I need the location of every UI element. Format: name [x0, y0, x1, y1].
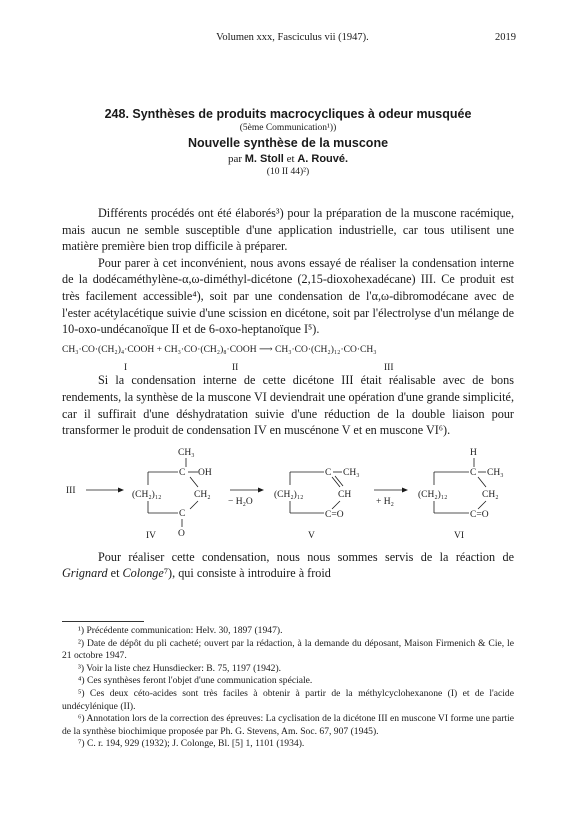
footnote-1: ¹) Précédente communication: Helv. 30, 1897 (1947).: [78, 625, 283, 636]
communication-note: (5ème Communication¹)): [239, 123, 337, 133]
v-ch: CH: [338, 489, 352, 500]
label-III: III: [384, 363, 394, 374]
v-ch3: CH₃: [343, 467, 360, 478]
iv-o: O: [178, 528, 185, 539]
p4-name-colonge: Colonge: [122, 566, 164, 581]
arrow-1-head: [118, 487, 124, 492]
vi-bond-ch2-bottom: [478, 501, 486, 509]
author-stoll: M. Stoll: [244, 153, 284, 165]
v-chain: (CH₂)₁₂: [274, 489, 304, 500]
iv-c-bottom: C: [179, 508, 186, 519]
iv-ch3: CH₃: [178, 447, 195, 458]
article-subtitle: Nouvelle synthèse de la muscone: [187, 136, 389, 150]
reagent-plus-h2: + H₂: [376, 496, 394, 507]
p4-name-grignard: Grignard: [62, 566, 108, 581]
p4-text-mid: et: [107, 566, 123, 581]
vi-c-eq-o: C=O: [470, 509, 489, 520]
scheme-start-label: III: [66, 485, 76, 496]
byline-prefix: par: [227, 153, 245, 165]
iv-bond-ch2-bottom: [190, 501, 198, 509]
footnote-4: ⁴) Ces synthèses feront l'objet d'une communication spéciale.: [78, 675, 313, 687]
received-date: (10 II 44)²): [266, 167, 310, 177]
iv-c-top: C: [179, 467, 186, 478]
reaction-equation: CH₃·CO·(CH₂)₄·COOH + CH₃·CO·(CH₂)₈·COOH ⟶ CH₃·CO·(CH₂)₁₂·CO·CH₃: [62, 344, 377, 355]
footnote-3: ³) Voir la liste chez Hunsdiecker: B. 75, 1197 (1942).: [78, 662, 282, 674]
vi-bond-ch2-top: [478, 477, 486, 487]
article-title: 248. Synthèses de produits macrocycliques à odeur musquée: [104, 107, 472, 121]
arrow-2-head: [258, 487, 264, 492]
paragraph-4: [62, 549, 514, 582]
reagent-minus-water: − H₂O: [228, 496, 253, 507]
vi-ch2: CH₂: [482, 489, 499, 500]
footnote-5: ⁵) Ces deux céto-acides sont très faciles à obtenir à partir de la méthylcyclohexanone (I) et de l'acide undécylénique (II).: [62, 687, 514, 712]
vi-ch3: CH₃: [487, 467, 504, 478]
iv-chain: (CH₂)₁₂: [132, 489, 162, 500]
label-II: II: [232, 363, 239, 374]
running-head: [60, 32, 516, 43]
v-double-bond-b: [335, 476, 343, 486]
paragraph-1: Différents procédés ont été élaborés³) pour la préparation de la muscone racémique, mais aucun ne semble susceptible d'une application industrielle, car tous utilisent une matière première bien trop difficile à préparer.: [62, 206, 514, 254]
footnotes: [62, 621, 514, 751]
paragraph-2: Pour parer à cet inconvénient, nous avons essayé de réaliser la condensation interne de la dodécaméthylène-α,ω-diméthyl-dicétone (2,15-dioxohexadécane) III. Ce produit est très facilement accessible⁴), soit par une condensation de l'α,ω-dibromodécane avec de l'ester acétylacétique suivie d'une scission en dicétone, soit par l'électrolyse d'un mélange de 10-oxo-undécanoïque II et de 6-oxo-heptanoïque I⁵).: [62, 255, 514, 337]
byline: [60, 153, 516, 165]
article-body: [62, 205, 514, 582]
p4-text-end: ⁷), qui consiste à introduire à froid: [163, 566, 331, 581]
v-c-top: C: [325, 467, 332, 478]
arrow-3-head: [402, 487, 408, 492]
article-header: [60, 107, 516, 177]
reaction-scheme: [62, 441, 514, 545]
footnote-6: ⁶) Annotation lors de la correction des épreuves: La cyclisation de la dicétone III en muscone VI forme une partie de la synthèse biochimique proposée par Ph. G. Stevens, Am. Soc. 67, 907 (1945).: [62, 713, 514, 737]
label-I: I: [124, 363, 128, 374]
v-c-eq-o: C=O: [325, 509, 344, 520]
byline-and: et: [283, 153, 298, 165]
scheme-drawing: [62, 441, 514, 545]
iv-ch2: CH₂: [194, 489, 211, 500]
v-double-bond-a: [332, 477, 340, 487]
footnote-rule: [62, 621, 144, 622]
vi-h: H: [470, 447, 477, 458]
label-VI: VI: [454, 530, 465, 541]
v-bond-ch-bottom: [332, 501, 340, 509]
footnote-2: ²) Date de dépôt du pli cacheté; ouvert par la rédaction, à la demande du déposant, Maison Firmenich & Cie, le 21 octobre 1947.: [62, 637, 514, 662]
label-V: V: [308, 530, 315, 541]
equation-labels: [62, 360, 514, 372]
paragraph-3: Si la condensation interne de cette dicétone III était réalisable avec de bons rendements, la synthèse de la muscone VI deviendrait une opération d'une grande simplicité, car il suffirait d'une déshydratation suivie d'une réduction de la double liaison pour transformer le produit de condensation IV en muscénone V et en muscone VI⁶).: [62, 373, 514, 438]
running-head-title: Volumen xxx, Fasciculus vii (1947).: [216, 32, 369, 43]
author-rouve: A. Rouvé.: [297, 153, 349, 165]
vi-chain: (CH₂)₁₂: [418, 489, 448, 500]
page-number: 2019: [495, 32, 516, 43]
p4-text-start: Pour réaliser cette condensation, nous nous sommes servis de la réaction de: [98, 549, 514, 564]
footnote-7: ⁷) C. r. 194, 929 (1932); J. Colonge, Bl. [5] 1, 1101 (1934).: [78, 738, 305, 750]
label-IV: IV: [146, 530, 157, 541]
iv-bond-ch2-top: [190, 477, 198, 487]
iv-oh: OH: [198, 467, 212, 478]
vi-c-top: C: [470, 467, 477, 478]
